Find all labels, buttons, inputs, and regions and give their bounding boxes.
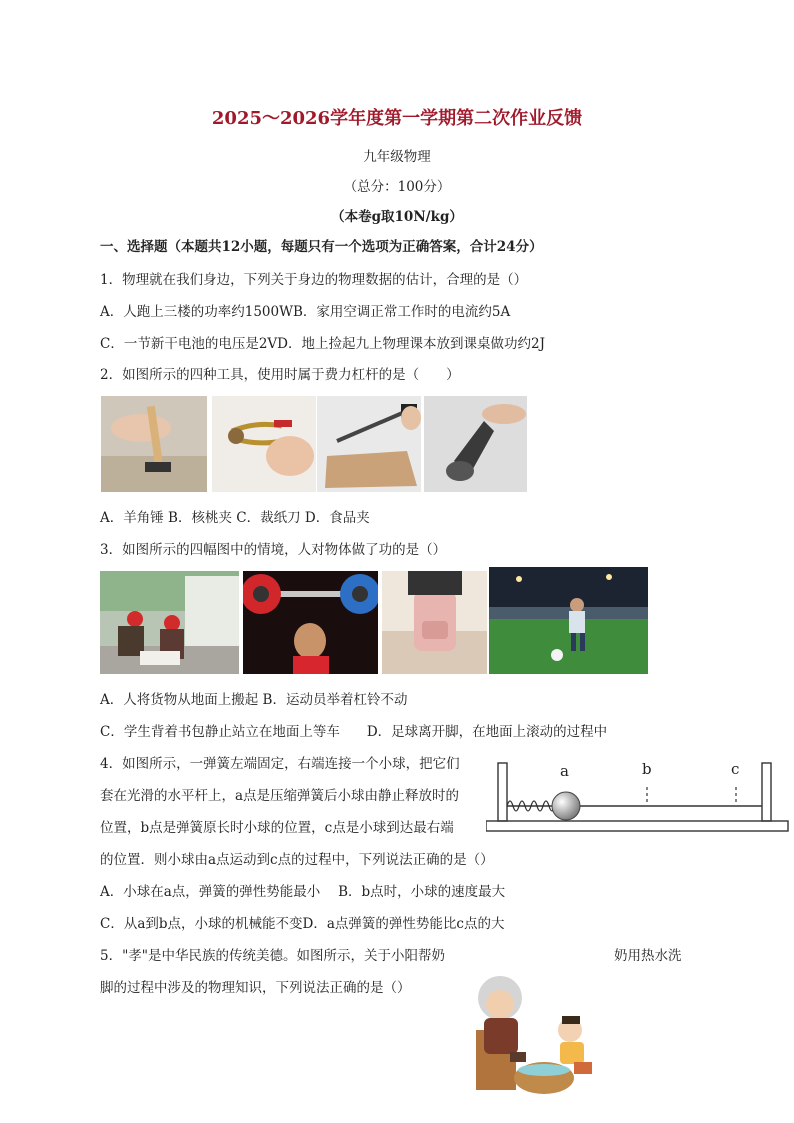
q2-stem: 2．如图所示的四种工具，使用时属于费力杠杆的是（ ） xyxy=(100,367,460,383)
student-backpack-photo xyxy=(382,571,487,674)
q3-options-ab: A．人将货物从地面上搬起 B．运动员举着杠铃不动 xyxy=(100,692,408,708)
q3-options-cd: C．学生背着书包静止站立在地面上等车 D．足球离开脚，在地面上滚动的过程中 xyxy=(100,724,608,740)
claw-hammer-photo xyxy=(101,396,207,492)
section-heading: 一、选择题（本题共12小题，每题只有一个选项为正确答案，合计24分） xyxy=(100,239,543,255)
q4-options-ab: A．小球在a点，弹簧的弹性势能最小 B．b点时，小球的速度最大 xyxy=(100,884,506,900)
food-tongs-photo xyxy=(424,396,527,492)
q1-options-cd: C．一节新干电池的电压是2VD．地上捡起九上物理课本放到课桌做功约2J xyxy=(100,336,545,352)
q4-line-2: 套在光滑的水平杆上，a点是压缩弹簧后小球由静止释放时的 xyxy=(100,788,460,804)
page-title: 2025～2026学年度第一学期第二次作业反馈 xyxy=(211,108,583,129)
q4-options-cd: C．从a到b点，小球的机械能不变D．a点弹簧的弹性势能比c点的大 xyxy=(100,916,505,932)
q5-line-1: 5．"孝"是中华民族的传统美德。如图所示，关于小阳帮奶 xyxy=(100,948,446,964)
spring-ball-diagram xyxy=(486,757,790,835)
football-photo xyxy=(489,567,648,674)
q3-stem: 3．如图所示的四幅图中的情境，人对物体做了功的是（） xyxy=(100,542,447,558)
q1-stem: 1．物理就在我们身边，下列关于身边的物理数据的估计，合理的是（） xyxy=(100,272,528,288)
nutcracker-photo xyxy=(212,396,316,492)
total-score: （总分：100分） xyxy=(343,179,451,195)
point-a-label: a xyxy=(560,762,569,780)
subject-label: 九年级物理 xyxy=(363,149,431,165)
grandma-footwash-illustration xyxy=(470,970,600,1100)
q4-line-3: 位置，b点是弹簧原长时小球的位置，c点是小球到达最右端 xyxy=(100,820,454,836)
point-b-label: b xyxy=(642,760,652,778)
q1-options-ab: A．人跑上三楼的功率约1500WB．家用空调正常工作时的电流约5A xyxy=(100,304,511,320)
weightlifter-photo xyxy=(243,571,378,674)
q5-line-2: 脚的过程中涉及的物理知识，下列说法正确的是（） xyxy=(100,980,411,996)
point-c-label: c xyxy=(731,760,740,778)
paper-cutter-photo xyxy=(317,396,421,492)
gravity-note: （本卷g取10N/kg） xyxy=(331,209,463,225)
q4-line-4: 的位置．则小球由a点运动到c点的过程中，下列说法正确的是（） xyxy=(100,852,494,868)
q5-line-1-right: 奶用热水洗 xyxy=(614,948,682,964)
lifting-goods-photo xyxy=(100,571,239,674)
q4-line-1: 4．如图所示，一弹簧左端固定，右端连接一个小球，把它们 xyxy=(100,756,460,772)
q2-options: A．羊角锤 B．核桃夹 C．裁纸刀 D．食品夹 xyxy=(100,510,370,526)
